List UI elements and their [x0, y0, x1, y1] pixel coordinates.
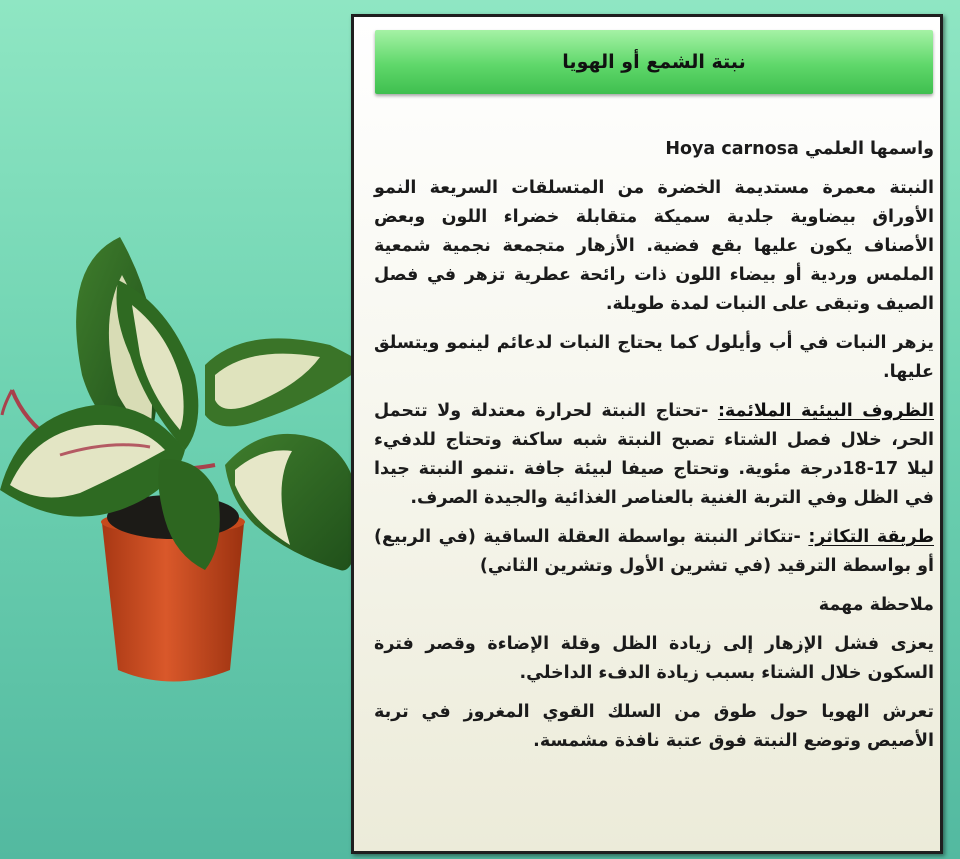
scientific-prefix: واسمها العلمي	[804, 139, 934, 159]
note-heading: ملاحظة مهمة	[818, 595, 934, 615]
hoya-plant-illustration	[0, 225, 370, 695]
pot-body	[102, 523, 244, 682]
propagation-paragraph	[374, 523, 934, 581]
note-paragraph: يعزى فشل الإزهار إلى زيادة الظل وقلة الإضاءة وقصر فترة السكون خلال الشتاء بسبب زيادة الدفء الداخلي.	[374, 634, 934, 683]
conditions-label: الظروف البيئية الملائمة:	[717, 401, 935, 421]
conditions-paragraph	[374, 397, 934, 513]
plant-image	[0, 225, 370, 695]
propagation-label: طريقة التكاثر:	[808, 527, 934, 547]
scientific-name: Hoya carnosa	[665, 139, 799, 159]
page-title: نبتة الشمع أو الهويا	[562, 51, 746, 73]
info-card	[351, 14, 943, 854]
scientific-name-line	[374, 135, 934, 164]
conditions-text: -تحتاج النبتة لحرارة معتدلة ولا تتحمل الحر، خلال فصل الشتاء تصبح النبتة شبه ساكنة وتحتاج للدفيء ليلا 17-18درجة مئوية. وتحتاج صيفا لبيئة جافة .تنمو النبتة جيدا في الظل وفي التربة الغنية بالعناصر الغذائية والجيدة الصرف.	[374, 401, 934, 508]
title-banner	[375, 30, 933, 94]
propagation-text: -تتكاثر النبتة بواسطة العقلة الساقية (في الربيع) أو بواسطة الترقيد (في تشرين الأول وتشرين الثاني)	[374, 527, 934, 576]
body-text	[374, 135, 934, 766]
trellis-paragraph: تعرش الهويا حول طوق من السلك القوي المغروز في تربة الأصيص وتوضع النبتة فوق عتبة نافذة مشمسة.	[374, 702, 934, 751]
description-paragraph: النبتة معمرة مستديمة الخضرة من المتسلقات السريعة النمو الأوراق بيضاوية جلدية سميكة متقابلة خضراء اللون وبعض الأصناف يكون عليها بقع فضية. الأزهار متجمعة نجمية شمعية الملمس وردية أو بيضاء اللون ذات رائحة عطرية تزهر في فصل الصيف وتبقى على النبات لمدة طويلة.	[374, 178, 934, 314]
flowering-paragraph: يزهر النبات في أب وأيلول كما يحتاج النبات لدعائم لينمو ويتسلق عليها.	[374, 333, 934, 382]
